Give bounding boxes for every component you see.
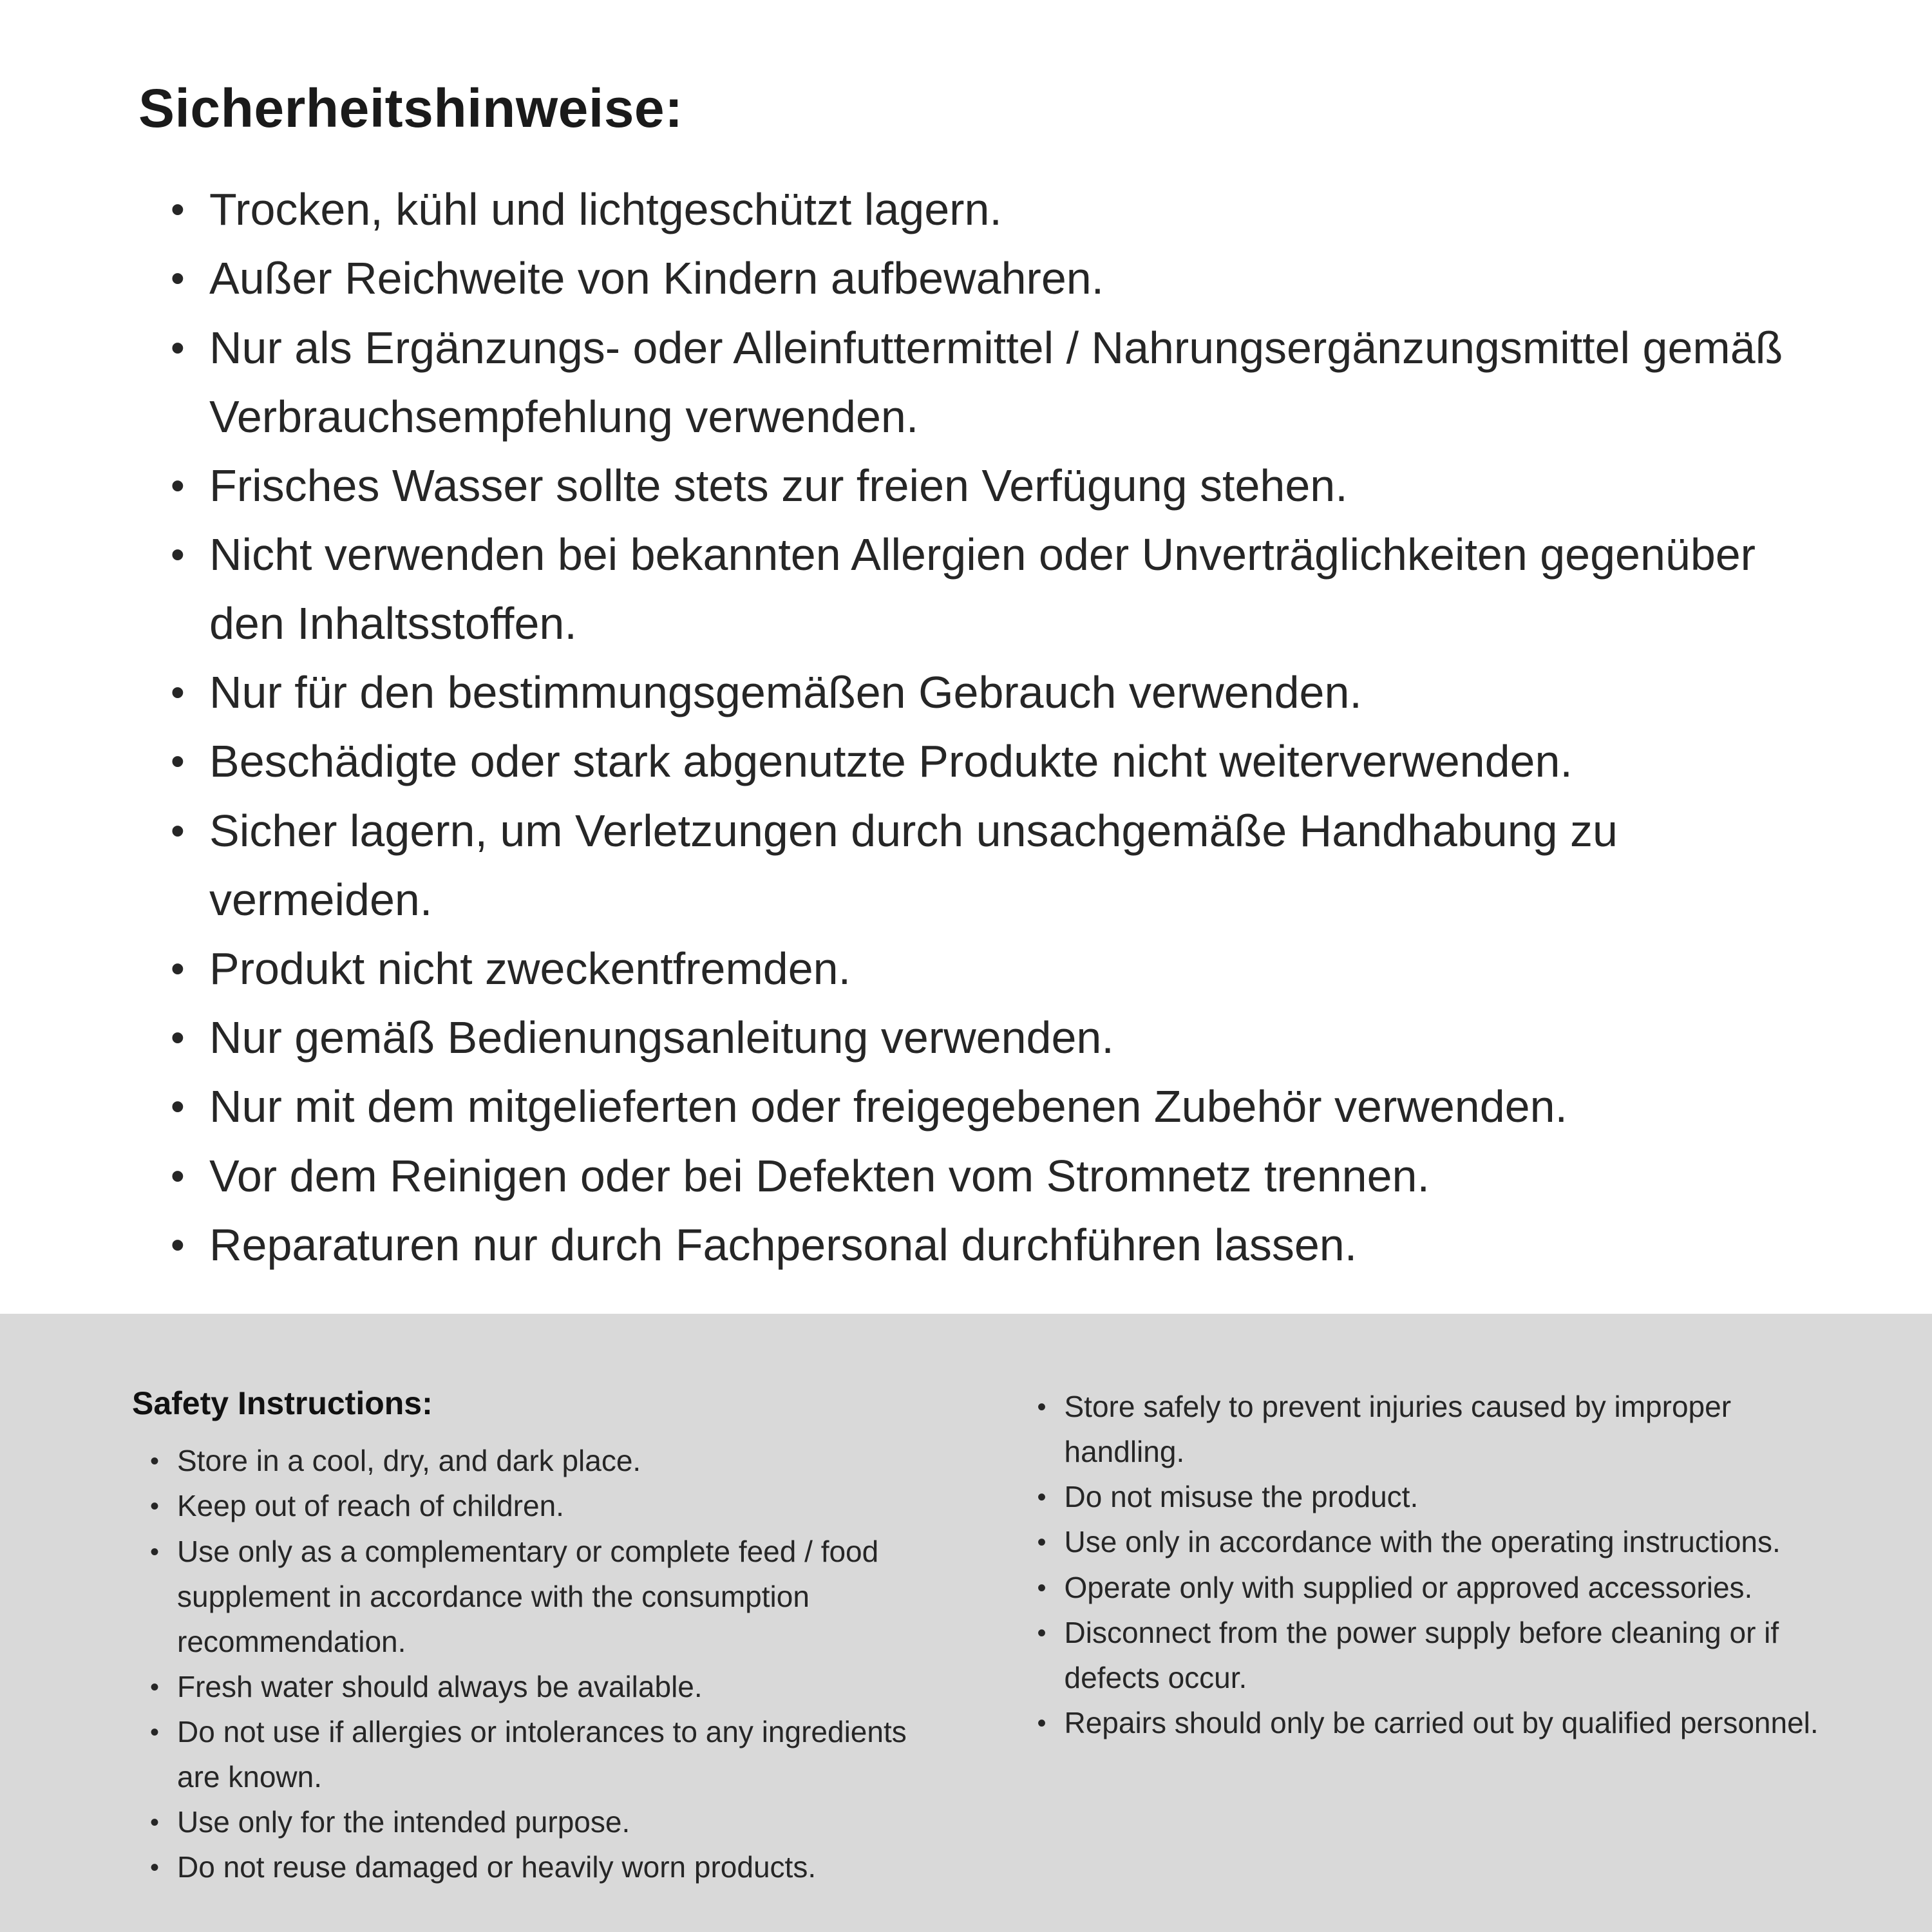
list-item [171,175,1832,244]
bullet-text: Vor dem Reinigen oder bei Defekten vom Stromnetz trennen. [209,1150,1430,1201]
bullet-icon: • [1037,1573,1046,1602]
bullet-text: Disconnect from the power supply before cleaning or if defects occur. [1064,1615,1779,1694]
list-item [171,520,1832,658]
bullet-icon: • [150,1853,160,1882]
bullet-text: Repairs should only be carried out by qualified personnel. [1064,1705,1819,1739]
bullet-text: Operate only with supplied or approved accessories. [1064,1570,1753,1604]
bullet-text: Use only for the intended purpose. [177,1804,630,1839]
bullet-icon: • [171,739,185,784]
list-item [171,451,1832,520]
english-section-title: Safety Instructions: [132,1385,433,1421]
bullet-text: Trocken, kühl und lichtgeschützt lagern. [209,184,1002,234]
bullet-icon: • [171,946,185,991]
bullet-icon: • [1037,1618,1046,1647]
list-item [171,1142,1832,1211]
english-left-column [132,1385,936,1890]
list-item [171,1003,1832,1072]
list-item [150,1439,936,1484]
bullet-text: Do not misuse the product. [1064,1479,1419,1513]
bullet-text: Use only in accordance with the operating instructions. [1064,1525,1781,1559]
bullet-icon: • [171,256,185,301]
bullet-icon: • [171,1153,185,1198]
list-item [150,1845,936,1890]
bullet-icon: • [150,1718,160,1747]
list-item [150,1800,936,1845]
german-safety-list [171,175,1832,1280]
bullet-text: Außer Reichweite von Kindern aufbewahren. [209,253,1104,304]
bullet-text: Do not use if allergies or intolerances to any ingredients are known. [177,1714,907,1794]
bullet-text: Store in a cool, dry, and dark place. [177,1444,641,1477]
bullet-text: Keep out of reach of children. [177,1489,564,1523]
bullet-icon: • [1037,1709,1046,1738]
list-item [1037,1566,1823,1611]
bullet-text: Fresh water should always be available. [177,1669,703,1703]
list-item [171,1072,1832,1141]
bullet-icon: • [171,187,185,232]
list-item [1037,1475,1823,1520]
bullet-icon: • [150,1447,160,1475]
bullet-text: Nicht verwenden bei bekannten Allergien oder Unverträglichkeiten gegenüber den Inhaltsstoffen. [209,529,1756,649]
list-item [171,314,1832,451]
bullet-icon: • [171,532,185,577]
list-item [1037,1611,1823,1701]
bullet-icon: • [150,1808,160,1837]
bullet-text: Nur als Ergänzungs- oder Alleinfuttermittel / Nahrungsergänzungsmittel gemäß Verbrauchsempfehlung verwenden. [209,322,1783,442]
bullet-icon: • [150,1537,160,1566]
list-item [171,934,1832,1003]
bullet-icon: • [171,1084,185,1130]
bullet-icon: • [1037,1482,1046,1511]
bullet-text: Store safely to prevent injuries caused by improper handling. [1064,1390,1732,1468]
english-safety-list-right [1037,1385,1823,1746]
bullet-text: Reparaturen nur durch Fachpersonal durchführen lassen. [209,1219,1358,1270]
bullet-text: Use only as a complementary or complete feed / food supplement in accordance with the consumption recommendation. [177,1534,879,1658]
bullet-icon: • [171,808,185,853]
bullet-icon: • [171,463,185,508]
bullet-text: Nur gemäß Bedienungsanleitung verwenden. [209,1012,1114,1063]
german-section-title: Sicherheitshinweise: [138,78,683,138]
list-item [171,658,1832,727]
english-safety-section [0,1314,1932,1932]
list-item [1037,1385,1823,1475]
list-item [171,727,1832,796]
bullet-icon: • [171,1222,185,1267]
list-item [150,1710,936,1800]
bullet-icon: • [171,325,185,370]
bullet-text: Nur für den bestimmungsgemäßen Gebrauch verwenden. [209,667,1362,718]
list-item [1037,1701,1823,1746]
bullet-icon: • [171,1016,185,1061]
list-item [1037,1520,1823,1565]
bullet-text: Produkt nicht zweckentfremden. [209,943,851,994]
bullet-icon: • [1037,1528,1046,1557]
list-item [171,244,1832,313]
list-item [171,1211,1832,1280]
bullet-icon: • [1037,1393,1046,1421]
list-item [150,1665,936,1710]
bullet-text: Beschädigte oder stark abgenutzte Produkte nicht weiterverwenden. [209,736,1573,787]
bullet-text: Do not reuse damaged or heavily worn products. [177,1850,817,1884]
bullet-text: Frisches Wasser sollte stets zur freien Verfügung stehen. [209,460,1348,511]
bullet-icon: • [150,1672,160,1701]
english-right-column [1019,1385,1823,1746]
english-safety-list-left [150,1439,936,1890]
bullet-icon: • [150,1492,160,1521]
list-item [150,1530,936,1665]
bullet-text: Sicher lagern, um Verletzungen durch unsachgemäße Handhabung zu vermeiden. [209,805,1618,925]
list-item [171,797,1832,934]
bullet-icon: • [171,670,185,715]
bullet-text: Nur mit dem mitgelieferten oder freigegebenen Zubehör verwenden. [209,1081,1567,1132]
list-item [150,1484,936,1529]
